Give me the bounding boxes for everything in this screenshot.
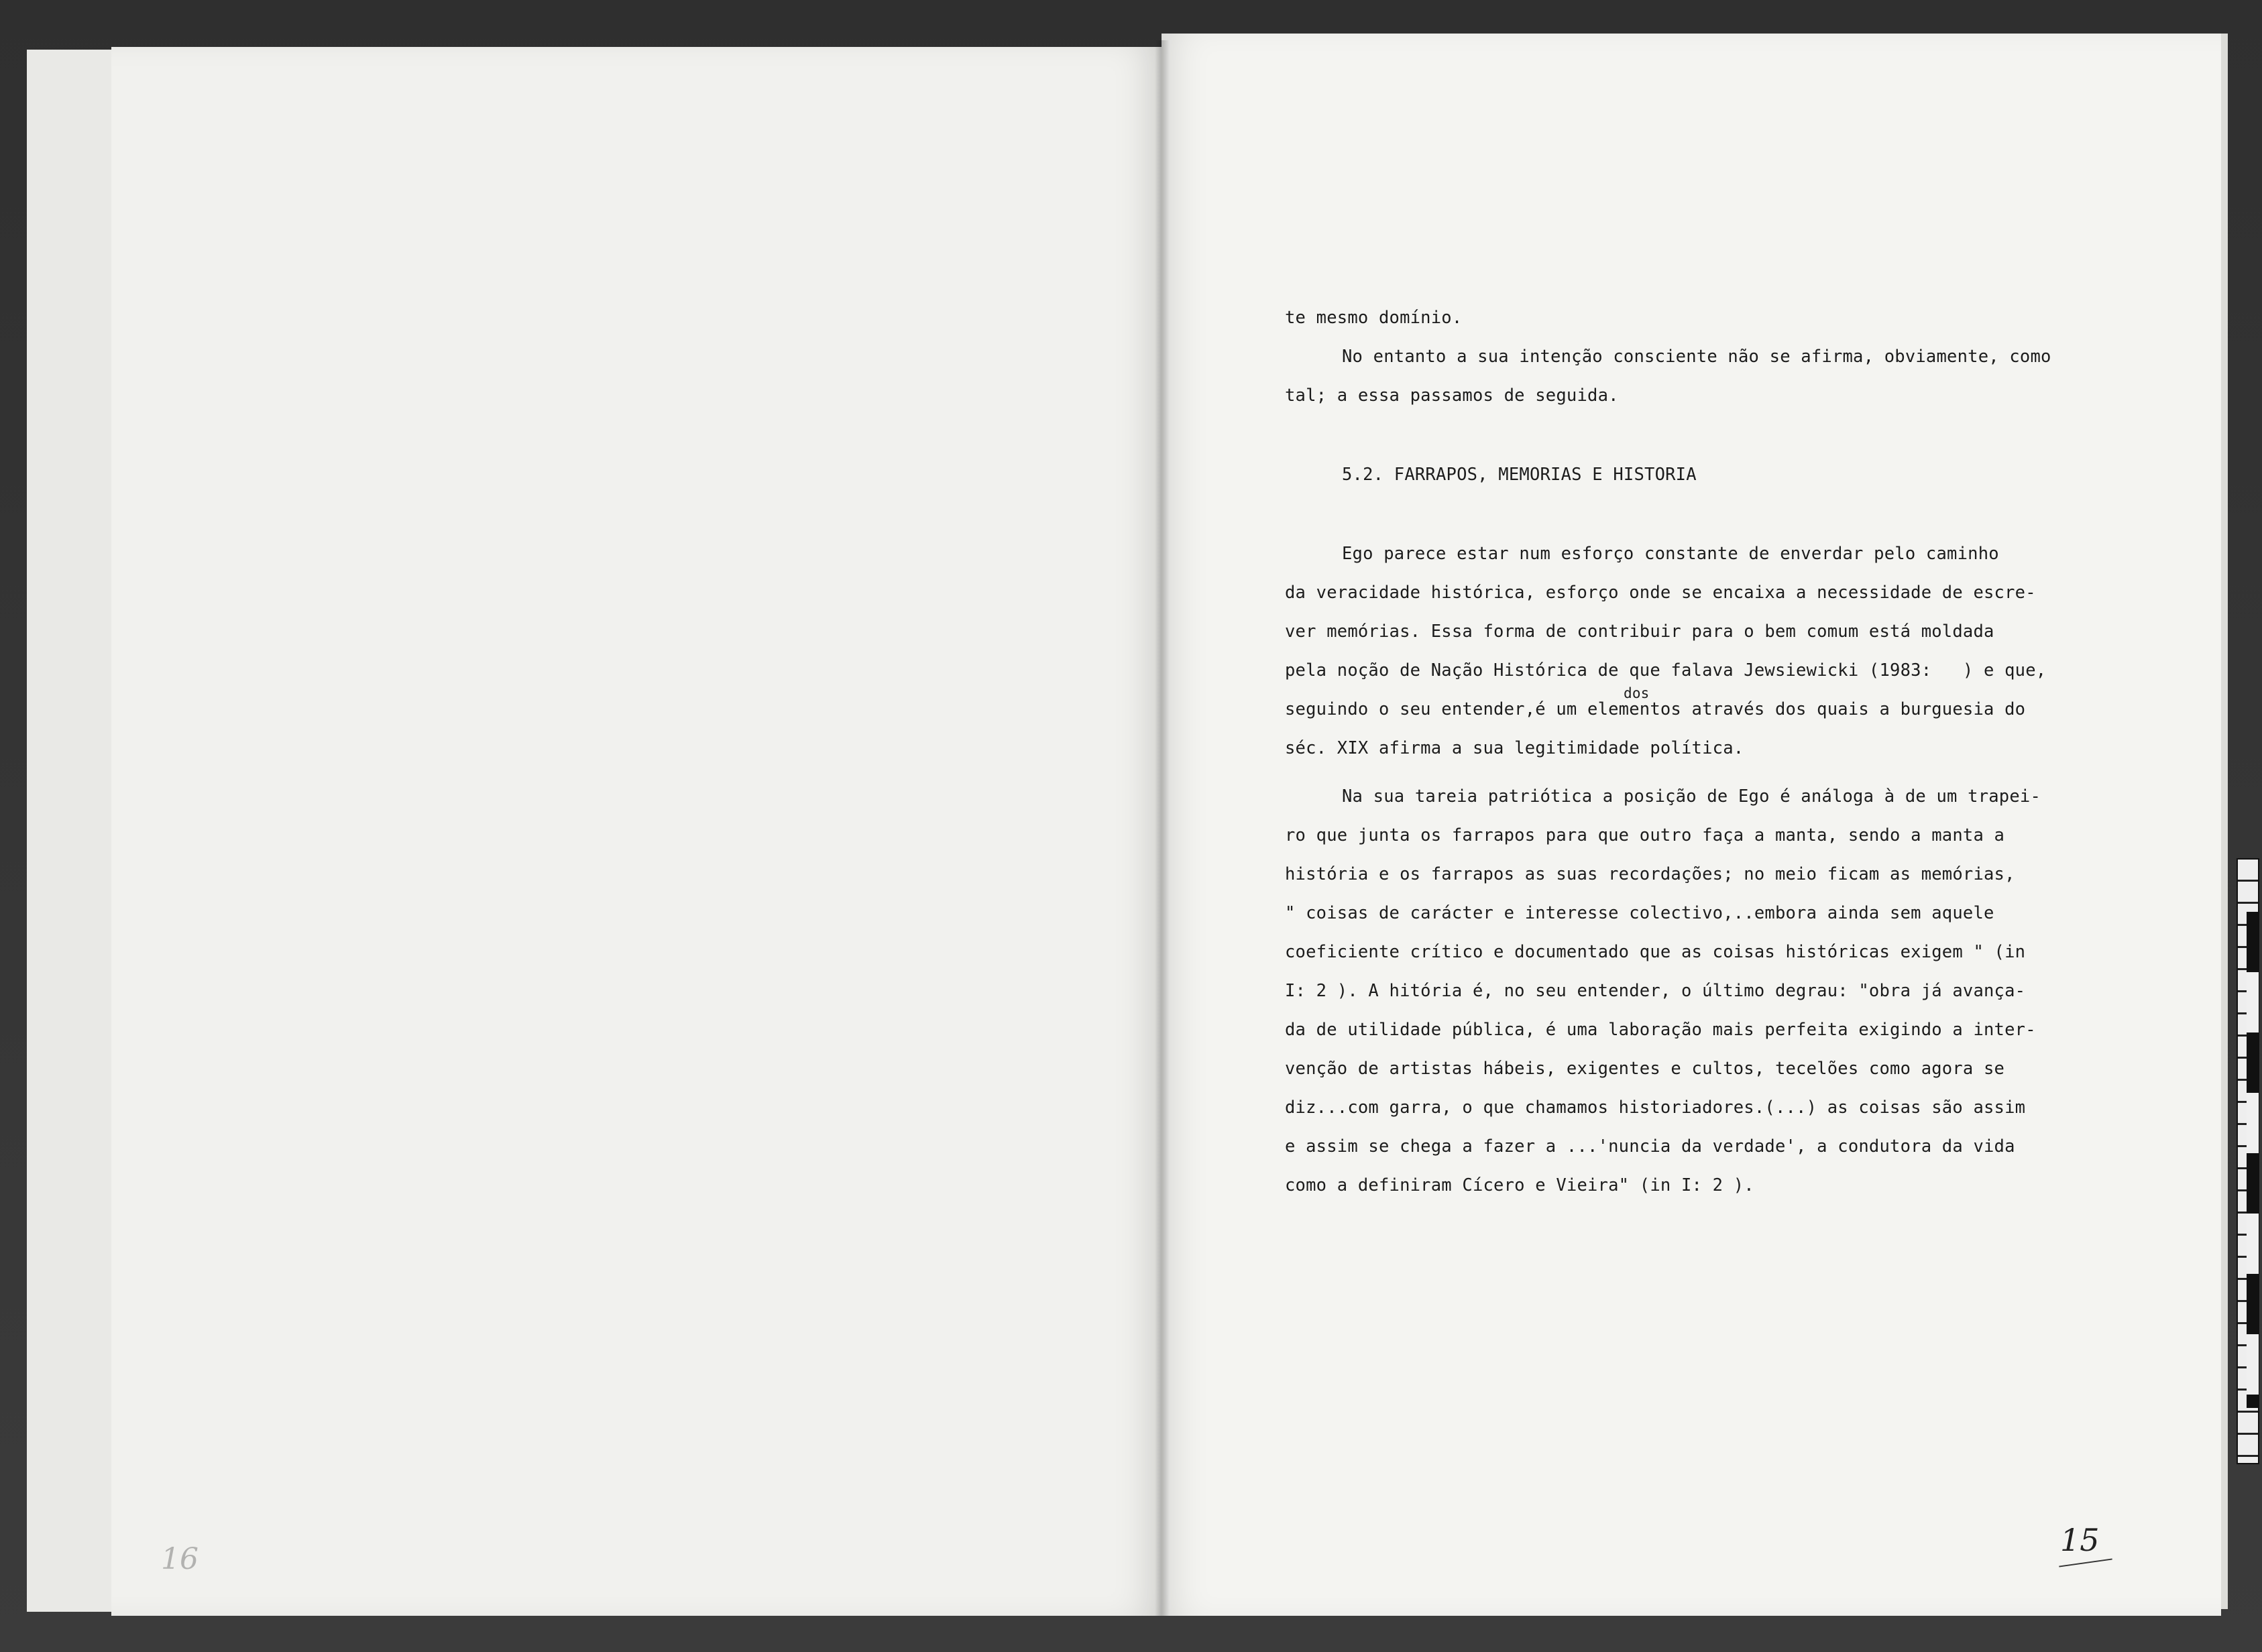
paragraph-line: Na sua tareia patriótica a posição de Ego é análoga à de um trapei- bbox=[1342, 786, 2041, 807]
text-line: te mesmo domínio. bbox=[1285, 308, 1463, 328]
paragraph-line: ro que junta os farrapos para que outro faça a manta, sendo a manta a bbox=[1285, 825, 2005, 845]
text-line: No entanto a sua intenção consciente não se afirma, obviamente, como bbox=[1342, 347, 2051, 367]
paragraph-line: diz...com garra, o que chamamos historiadores.(...) as coisas são assim bbox=[1285, 1098, 2026, 1118]
paragraph-line: e assim se chega a fazer a ...'nuncia da verdade', a condutora da vida bbox=[1285, 1136, 2015, 1157]
typed-text-block bbox=[1285, 298, 2116, 1205]
paragraph-line: coeficiente crítico e documentado que as coisas históricas exigem " (in bbox=[1285, 942, 2026, 962]
scan-scale-blocks bbox=[2247, 912, 2259, 1408]
section-heading: 5.2. FARRAPOS, MEMORIAS E HISTORIA bbox=[1342, 465, 1697, 485]
paragraph-line: Ego parece estar num esforço constante de enverdar pelo caminho bbox=[1342, 544, 1999, 564]
paragraph-line-with-insert bbox=[1285, 685, 2116, 729]
paragraph-line: como a definiram Cícero e Vieira" (in I: 2 ). bbox=[1285, 1175, 1754, 1195]
right-page-edge bbox=[2221, 34, 2228, 1609]
paragraph-line: pela noção de Nação Histórica de que falava Jewsiewicki (1983: ) e que, bbox=[1285, 660, 2047, 681]
book-gutter bbox=[1155, 40, 1170, 1616]
paragraph-line: história e os farrapos as suas recordações; no meio ficam as memórias, bbox=[1285, 864, 2015, 884]
paragraph-line: da de utilidade pública, é uma laboração mais perfeita exigindo a inter- bbox=[1285, 1020, 2036, 1040]
page-stack-edge bbox=[80, 50, 115, 1612]
text-line: tal; a essa passamos de seguida. bbox=[1285, 386, 1619, 406]
paragraph-line: venção de artistas hábeis, exigentes e cultos, tecelões como agora se bbox=[1285, 1059, 2005, 1079]
left-page-margin-number: 16 bbox=[161, 1542, 199, 1576]
paragraph-line: séc. XIX afirma a sua legitimidade política. bbox=[1285, 738, 1744, 758]
handwritten-insert: dos bbox=[1624, 685, 1650, 701]
paragraph-line: ver memórias. Essa forma de contribuir para o bem comum está moldada bbox=[1285, 622, 1994, 642]
paragraph-line: " coisas de carácter e interesse colectivo,..embora ainda sem aquele bbox=[1285, 903, 1994, 923]
page-number: 15 bbox=[2060, 1522, 2100, 1558]
paragraph-line: I: 2 ). A hitória é, no seu entender, o último degrau: "obra já avança- bbox=[1285, 981, 2026, 1001]
left-page bbox=[111, 47, 1162, 1616]
paragraph-line: seguindo o seu entender,é um elementos através dos quais a burguesia do bbox=[1285, 699, 2026, 719]
paragraph-line: da veracidade histórica, esforço onde se encaixa a necessidade de escre- bbox=[1285, 583, 2036, 603]
